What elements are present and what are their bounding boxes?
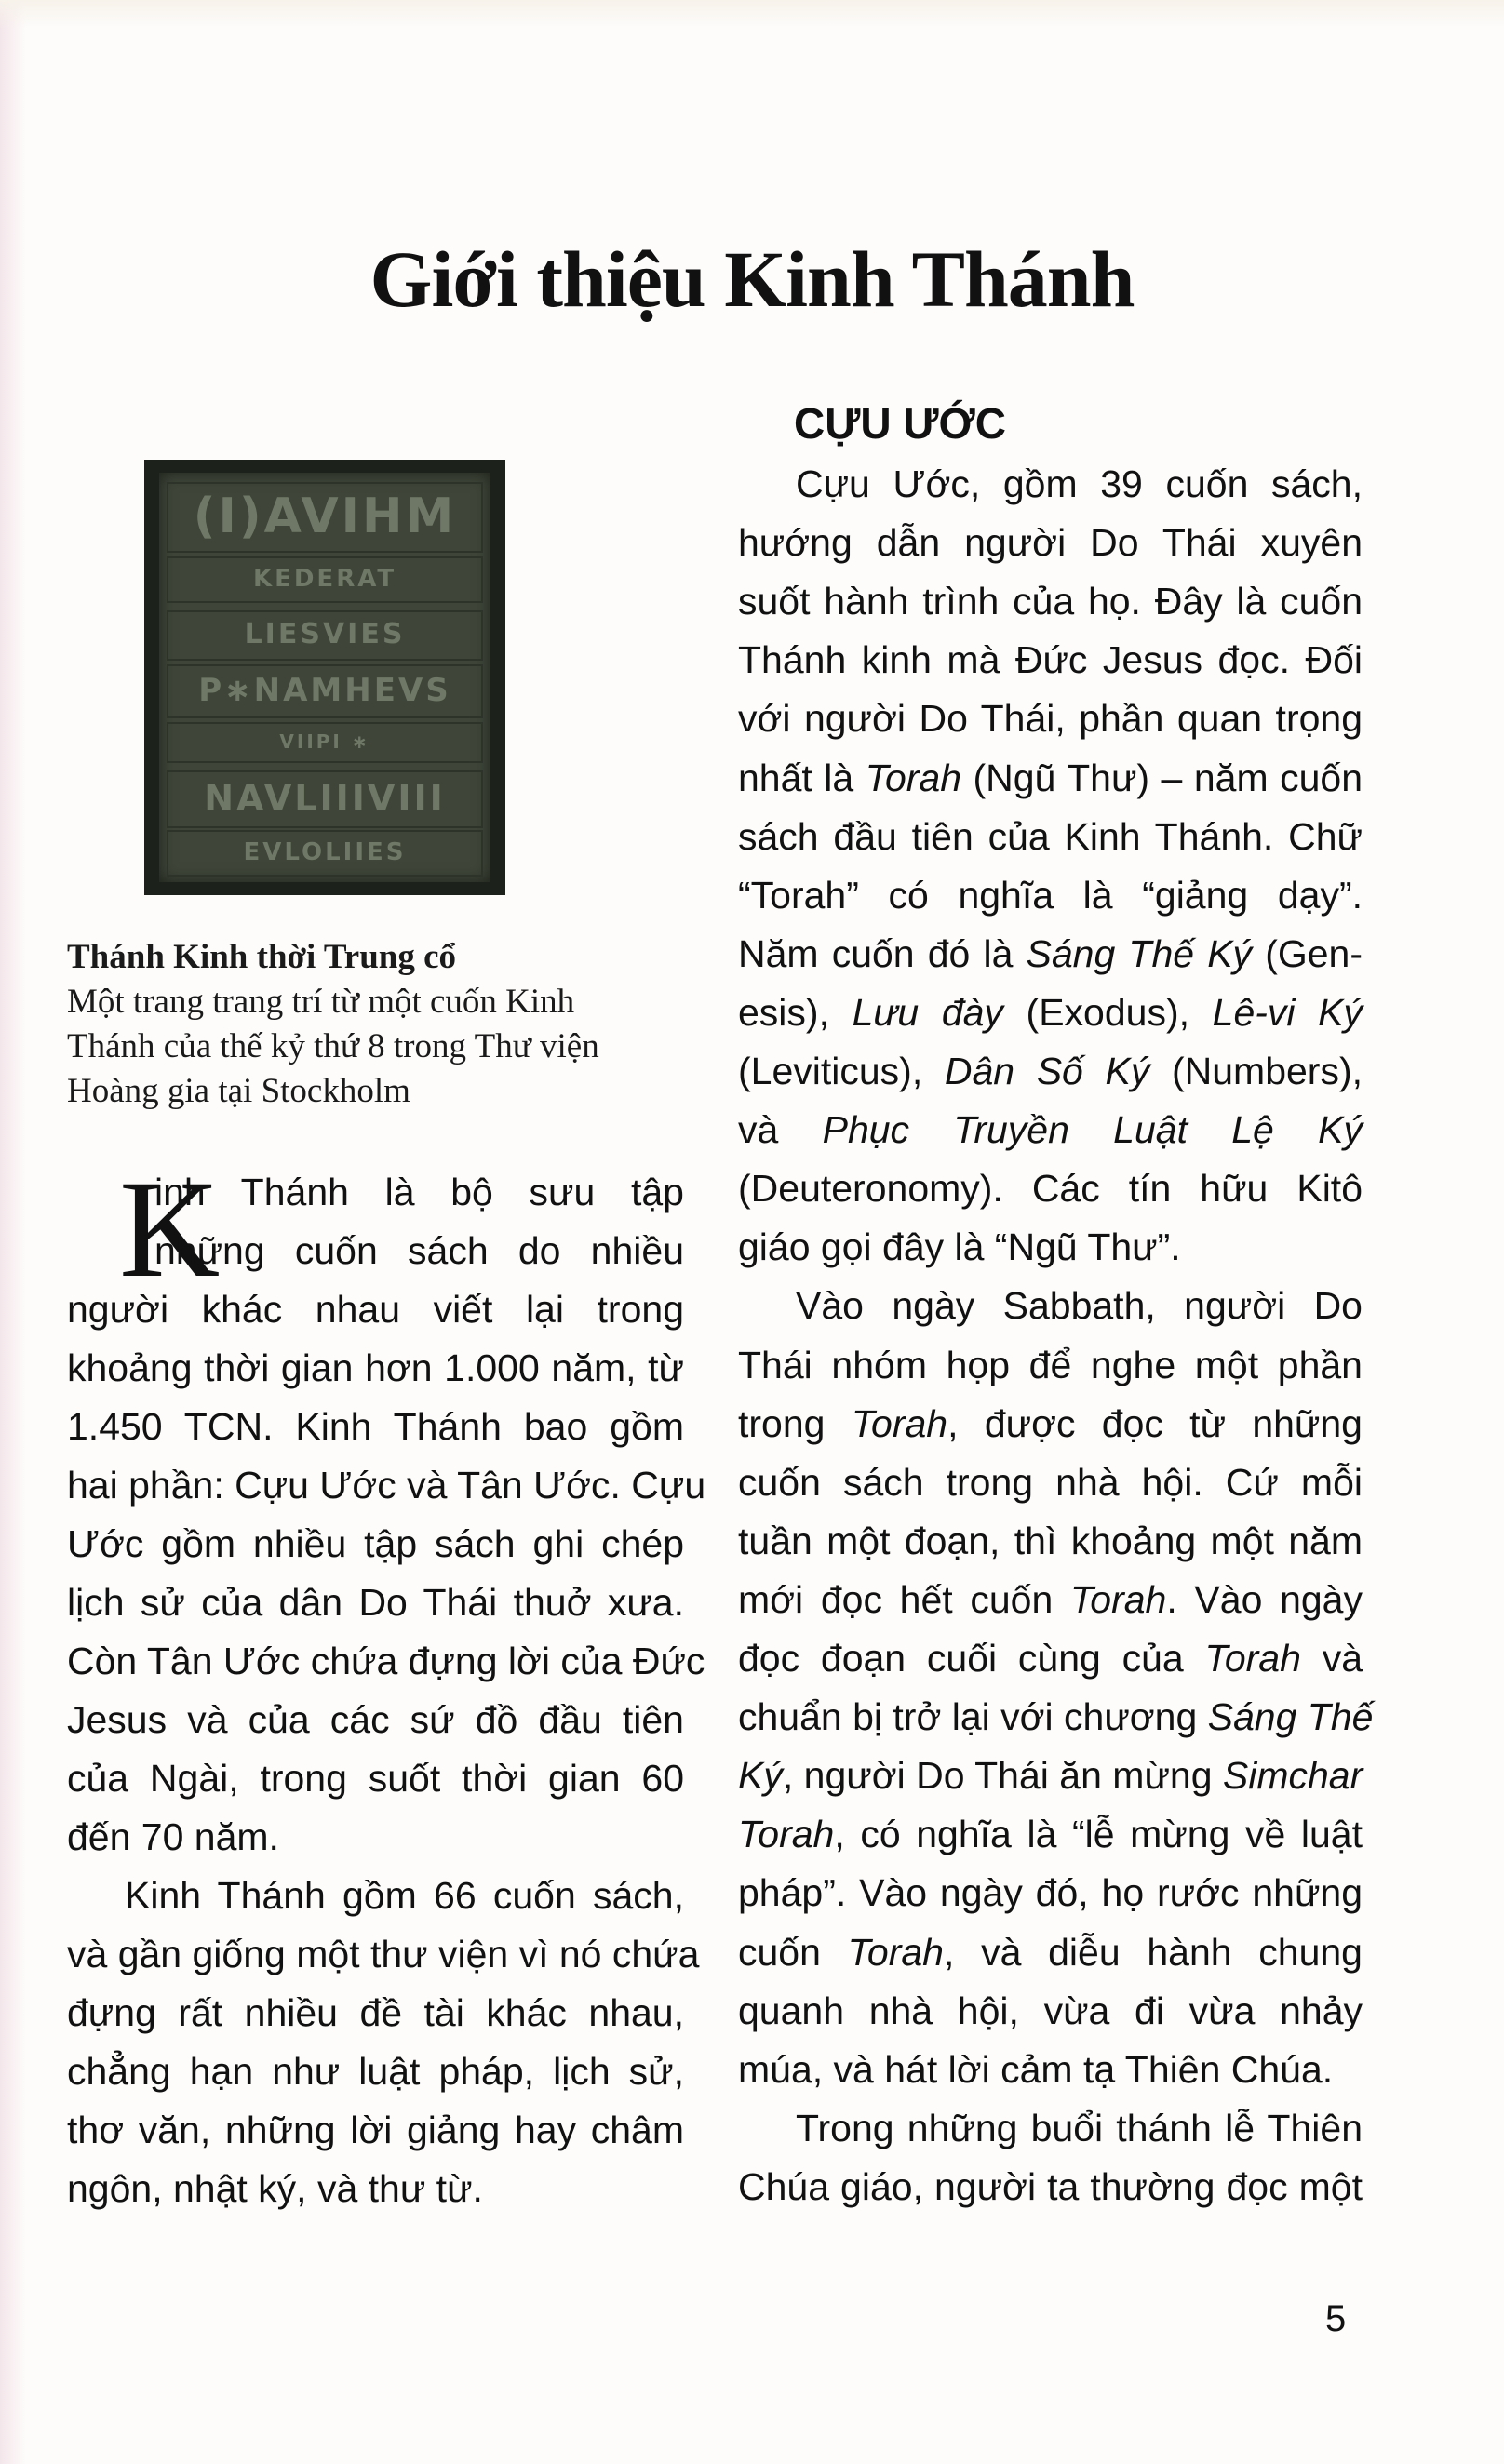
text-line — [738, 572, 1363, 631]
text-segment: chuẩn bị trở lại với chương — [738, 1695, 1208, 1739]
text-segment: , và diễu hành chung — [943, 1930, 1363, 1974]
text-segment: Vào ngày Sabbath, người Do — [796, 1284, 1363, 1328]
text-line — [738, 1336, 1363, 1395]
text-segment: (Ngũ Thư) – năm cuốn — [961, 756, 1363, 799]
text-segment: hướng dẫn người Do Thái xuyên — [738, 521, 1363, 565]
text-segment: 1.450 TCN. Kinh Thánh bao gồm — [67, 1405, 684, 1448]
text-line — [67, 1632, 705, 1691]
text-line — [67, 1398, 684, 1456]
text-segment: đựng rất nhiều đề tài khác nhau, — [67, 1991, 684, 2034]
text-segment: , người Do Thái ăn mừng — [782, 1754, 1223, 1798]
text-segment: thơ văn, những lời giảng hay châm — [67, 2109, 684, 2151]
text-line — [738, 1629, 1363, 1688]
text-line — [738, 1571, 1363, 1629]
text-line — [738, 690, 1363, 748]
text-line — [738, 1805, 1363, 1864]
manuscript-band: EVLOLIIES — [167, 830, 483, 877]
text-line — [67, 1573, 684, 1632]
caption-line: Hoàng gia tại Stockholm — [67, 1072, 410, 1110]
italic-term: Torah — [1204, 1637, 1301, 1680]
italic-term: Lê-vi Ký — [1212, 990, 1363, 1034]
text-segment: người khác nhau viết lại trong — [67, 1288, 684, 1331]
text-segment: trong — [738, 1401, 852, 1445]
manuscript-image — [144, 460, 505, 895]
text-line — [738, 1747, 1363, 1805]
text-segment: cuốn sách trong nhà hội. Cứ mỗi — [738, 1460, 1363, 1504]
italic-term: Phục Truyền Luật Lệ Ký — [822, 1108, 1363, 1152]
text-segment: ngôn, nhật ký, và thư từ. — [67, 2167, 483, 2210]
text-segment: Năm cuốn đó là — [738, 931, 1027, 975]
text-line — [154, 1222, 684, 1280]
text-line — [738, 1159, 1363, 1218]
italic-term: Dân Số Ký — [944, 1050, 1150, 1092]
manuscript-image-surface — [159, 473, 490, 882]
manuscript-band: (I)AVIHM — [167, 482, 483, 553]
text-line — [67, 1984, 684, 2042]
text-line — [738, 1688, 1374, 1747]
text-segment: khoảng thời gian hơn 1.000 năm, từ — [67, 1346, 684, 1389]
text-line — [67, 2101, 684, 2160]
text-segment: (Deuteronomy). Các tín hữu Kitô — [738, 1167, 1363, 1211]
text-line — [738, 925, 1363, 984]
text-segment: , được đọc từ những — [947, 1401, 1363, 1445]
italic-term: Torah — [738, 1813, 835, 1856]
page-top-edge — [0, 0, 1504, 28]
page-edge-shadow — [0, 0, 26, 2464]
text-segment: Kinh Thánh gồm 66 cuốn sách, — [125, 1874, 684, 1917]
text-line — [738, 631, 1363, 690]
text-segment: với người Do Thái, phần quan trọng — [738, 697, 1363, 741]
text-line — [738, 1453, 1363, 1512]
text-segment: esis), — [738, 990, 853, 1034]
italic-term: Torah — [847, 1930, 944, 1974]
text-line — [738, 514, 1363, 572]
text-segment: cuốn — [738, 1930, 848, 1974]
manuscript-band: KEDERAT — [167, 556, 483, 603]
text-segment: Cựu Ước, gồm 39 cuốn sách, — [796, 462, 1363, 505]
text-line — [67, 1691, 684, 1749]
text-segment: mới đọc hết cuốn — [738, 1577, 1070, 1621]
text-segment: Jesus và của các sứ đồ đầu tiên — [67, 1698, 684, 1741]
text-segment: quanh nhà hội, vừa đi vừa nhảy — [738, 1989, 1363, 2032]
text-line — [67, 1280, 684, 1339]
text-segment: lịch sử của dân Do Thái thuở xưa. — [67, 1581, 684, 1624]
text-segment: Chúa giáo, người ta thường đọc một — [738, 2164, 1363, 2208]
text-segment: và gần giống một thư viện vì nó chứa — [67, 1933, 700, 1975]
text-line — [738, 1512, 1363, 1571]
text-line — [67, 1749, 684, 1808]
text-line — [67, 1867, 684, 1925]
text-segment: đến 70 năm. — [67, 1815, 279, 1858]
text-line — [67, 2160, 684, 2218]
italic-term: Torah — [865, 756, 962, 799]
caption-line: Thánh của thế kỷ thứ 8 trong Thư viện — [67, 1027, 599, 1065]
text-segment: (Numbers), — [1149, 1050, 1363, 1092]
caption-line: Một trang trang trí từ một cuốn Kinh — [67, 983, 575, 1021]
text-segment: (Gen- — [1252, 931, 1363, 975]
text-line — [738, 1042, 1363, 1101]
text-segment: (Exodus), — [1002, 990, 1213, 1034]
drop-cap-letter: K — [119, 1152, 221, 1306]
text-line — [154, 1163, 684, 1222]
text-segment: đọc đoạn cuối cùng của — [738, 1637, 1205, 1680]
text-segment: Còn Tân Ước chứa đựng lời của Đức — [67, 1640, 705, 1682]
text-line — [738, 1101, 1363, 1159]
italic-term: Ký — [738, 1754, 783, 1798]
text-segment: sách đầu tiên của Kinh Thánh. Chữ — [738, 814, 1363, 858]
text-line — [738, 1864, 1363, 1922]
text-segment: nhất là — [738, 756, 866, 799]
text-line — [738, 2041, 1363, 2099]
text-line — [67, 1339, 684, 1398]
page-title: Giới thiệu Kinh Thánh — [369, 234, 1135, 324]
caption-title: Thánh Kinh thời Trung cổ — [67, 938, 457, 976]
text-segment: , có nghĩa là “lễ mừng về luật — [834, 1813, 1363, 1856]
text-segment: pháp”. Vào ngày đó, họ rước những — [738, 1871, 1363, 1915]
text-segment: và — [1300, 1637, 1363, 1680]
page-number: 5 — [1325, 2298, 1347, 2339]
text-segment: Ước gồm nhiều tập sách ghi chép — [67, 1522, 684, 1565]
text-line — [738, 866, 1363, 925]
text-line — [738, 455, 1363, 514]
text-segment: inh Thánh là bộ sưu tập — [154, 1171, 684, 1213]
text-segment: Thái nhóm họp để nghe một phần — [738, 1343, 1363, 1386]
text-segment: và — [738, 1108, 823, 1152]
text-segment: Thánh kinh mà Đức Jesus đọc. Đối — [738, 638, 1363, 682]
text-line — [738, 808, 1363, 866]
text-line — [738, 1218, 1363, 1277]
manuscript-band: VIIPI ∗ — [167, 722, 483, 763]
text-segment: tuần một đoạn, thì khoảng một năm — [738, 1519, 1363, 1562]
text-segment: suốt hành trình của họ. Đây là cuốn — [738, 580, 1363, 623]
manuscript-band: LIESVIES — [167, 610, 483, 661]
text-line — [67, 2042, 684, 2101]
text-line — [738, 984, 1363, 1042]
text-segment: Trong những buổi thánh lễ Thiên — [796, 2106, 1363, 2149]
text-segment: . Vào ngày — [1166, 1577, 1363, 1621]
text-line — [738, 1277, 1363, 1335]
italic-term: Sáng Thế — [1207, 1695, 1374, 1739]
text-line — [738, 2099, 1363, 2158]
text-line — [67, 1808, 684, 1867]
text-line — [738, 1982, 1363, 2041]
italic-term: Simchar — [1222, 1754, 1363, 1798]
text-line — [738, 2158, 1363, 2216]
italic-term: Lưu đày — [852, 990, 1003, 1034]
manuscript-band: P∗NAMHEVS — [167, 664, 483, 718]
section-heading: CỰU ƯỚC — [794, 399, 1007, 448]
text-line — [67, 1456, 706, 1515]
text-segment: của Ngài, trong suốt thời gian 60 — [67, 1757, 684, 1800]
text-segment: chẳng hạn như luật pháp, lịch sử, — [67, 2050, 684, 2093]
text-line — [738, 1395, 1363, 1453]
italic-term: Torah — [1069, 1577, 1167, 1621]
text-line — [738, 1923, 1363, 1982]
manuscript-band: NAVLIIIVIII — [167, 770, 483, 828]
text-line — [738, 749, 1363, 808]
text-line — [67, 1515, 684, 1573]
text-segment: giáo gọi đây là “Ngũ Thư”. — [738, 1225, 1181, 1269]
figure-caption — [67, 935, 681, 1114]
text-segment: những cuốn sách do nhiều — [154, 1229, 684, 1272]
italic-term: Sáng Thế Ký — [1026, 931, 1253, 975]
italic-term: Torah — [851, 1401, 948, 1445]
text-segment: múa, và hát lời cảm tạ Thiên Chúa. — [738, 2047, 1334, 2091]
text-segment: (Leviticus), — [738, 1050, 945, 1092]
text-segment: hai phần: Cựu Ước và Tân Ước. Cựu — [67, 1464, 706, 1507]
text-line — [67, 1925, 700, 1984]
text-segment: “Torah” có nghĩa là “giảng dạy”. — [738, 873, 1363, 917]
